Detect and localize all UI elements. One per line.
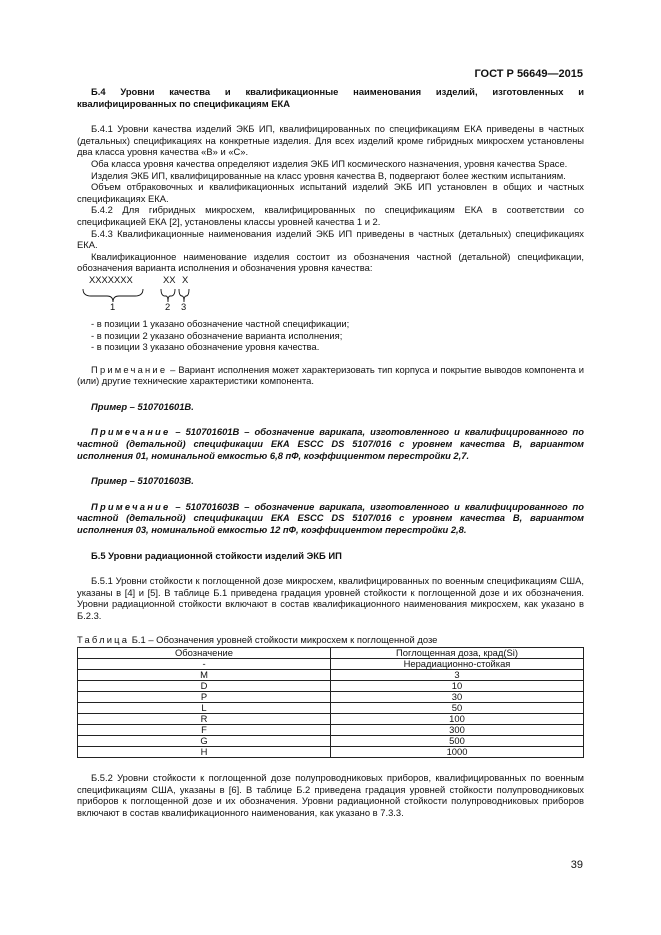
table-caption [77,634,584,646]
cell-designation: H [78,747,331,758]
list-item-position-2: - в позиции 2 указано обозначение варианта исполнения; [91,329,343,341]
cell-designation: R [78,714,331,725]
cell-dose: 500 [331,736,584,747]
table-label: Таблица [77,633,130,645]
cell-designation: - [78,659,331,670]
list-item-position-3: - в позиции 3 указано обозначение уровня качества. [91,341,320,353]
column-header-designation: Обозначение [78,648,331,659]
diagram-code-2: ХХ [163,273,176,285]
paragraph-b41: Б.4.1 Уровни качества изделий ЭКБ ИП, квалифицированных по спецификациям ЕКА приведены в частных (детальных) спецификациях на конкретные изделия. Для всех изделий кроме гибридных микросхем установлены два класса уровня качества «В» и «С». [77,123,584,158]
note-text: – 510701601В – обозначение варикапа, изготовленного и квалифицированного по частной (детальной) спецификации ЕКА ESCC DS 5107/016 с уровнем качества В, вариантом исполнения 01, номинальной емкостью 6,8 пФ, коэффициентом перестройки 2,7. [77,426,584,461]
paragraph-qual-name: Квалификационное наименование изделия состоит из обозначения частной (детальной) спецификации, обозначения варианта исполнения и обозначения уровня качества: [77,250,584,274]
table-row [78,681,584,692]
paragraph-b43: Б.4.3 Квалификационные наименования изделий ЭКБ ИП приведены в частных (детальных) спецификациях ЕКА. [77,227,584,251]
cell-dose: 50 [331,703,584,714]
table-row [78,736,584,747]
diagram-position-1: 1 [110,300,116,312]
cell-designation: L [78,703,331,714]
paragraph-b42: Б.4.2 Для гибридных микросхем, квалифицированных по спецификациям ЕКА в соответствии со спецификацией ЕКА [2], установлены классы уровней качества 1 и 2. [77,204,584,227]
cell-dose: 1000 [331,747,584,758]
qualification-name-diagram [77,274,584,318]
diagram-position-2: 2 [165,300,171,312]
paragraph-quality-space: Оба класса уровня качества определяют изделия ЭКБ ИП космического назначения, уровня качества Space. [91,157,568,169]
cell-designation: D [78,681,331,692]
section-b4-title: Б.4 Уровни качества и квалификационные наименования изделий, изготовленных и квалифицированных по спецификациям ЕКА [77,86,584,109]
diagram-position-3: 3 [181,300,187,312]
note-label: Примечание [91,500,171,512]
table-row [78,659,584,670]
cell-designation: M [78,670,331,681]
example-2: Пример – 510701603В. [91,475,194,487]
note-label: Примечание [91,426,171,438]
example-1: Пример – 510701601В. [91,400,194,412]
table-row [78,725,584,736]
table-row [78,703,584,714]
table-header-row [78,648,584,659]
diagram-code-1: ХХХХХХХ [89,273,133,285]
diagram-braces [77,274,217,318]
cell-designation: P [78,692,331,703]
cell-designation: G [78,736,331,747]
paragraph-b51: Б.5.1 Уровни стойкости к поглощенной дозе микросхем, квалифицированных по военным спецификациям США, указаны в [4] и [5]. В таблице Б.1 приведена градация уровней стойкости к поглощенной дозе и их обозначения. Уровни радиационной стойкости включают в состав квалификационного наименования микросхем, как указано в Б.2.3. [77,575,584,621]
cell-dose: 100 [331,714,584,725]
table-row [78,670,584,681]
note-label: Примечание [91,363,168,375]
document-code: ГОСТ Р 56649—2015 [474,68,583,80]
table-row [78,747,584,758]
page-content [77,86,584,819]
note-text: – Вариант исполнения может характеризовать тип корпуса и покрытие выводов компонента и (или) другие технические характеристики компонента. [77,363,584,387]
cell-designation: F [78,725,331,736]
paragraph-class-b: Изделия ЭКБ ИП, квалифицированные на класс уровня качества В, подвергают более жестким испытаниям. [91,169,566,181]
section-b5-title: Б.5 Уровни радиационной стойкости изделий ЭКБ ИП [91,549,342,561]
note-example-1 [77,426,584,461]
cell-dose: 10 [331,681,584,692]
paragraph-tests: Объем отбраковочных и квалификационных испытаний изделий ЭКБ ИП установлен в общих и частных спецификациях ЕКА. [77,181,584,204]
dose-levels-table [77,647,584,758]
page-number: 39 [570,859,583,871]
paragraph-b52: Б.5.2 Уровни стойкости к поглощенной дозе полупроводниковых приборов, квалифицированных по военным спецификациям США, указаны в [6]. В таблице Б.2 приведена градация уровней стойкости полупроводниковых приборов к поглощенной дозе и их обозначения. Уровни радиационной стойкости полупроводниковых приборов включают в состав квалификационного наименования, как указано в 7.3.3. [77,772,584,818]
table-row [78,714,584,725]
cell-dose: 30 [331,692,584,703]
cell-dose: 3 [331,670,584,681]
note-variant [77,364,584,387]
diagram-code-3: Х [182,273,189,285]
note-example-2 [77,501,584,536]
note-text: – 510701603В – обозначение варикапа, изготовленного и квалифицированного по частной (детальной) спецификации ЕКА ESCC DS 5107/016 с уровнем качества В, вариантом исполнения 03, номинальной емкостью 12 пФ, коэффициентом перестройки 2,8. [77,500,584,536]
table-caption-text: Б.1 – Обозначения уровней стойкости микросхем к поглощенной дозе [129,633,438,645]
list-item-position-1: - в позиции 1 указано обозначение частной спецификации; [91,317,350,329]
cell-dose: 300 [331,725,584,736]
table-row [78,692,584,703]
cell-dose: Нерадиационно-стойкая [331,659,584,670]
column-header-dose: Поглощенная доза, крад(Si) [331,648,584,659]
